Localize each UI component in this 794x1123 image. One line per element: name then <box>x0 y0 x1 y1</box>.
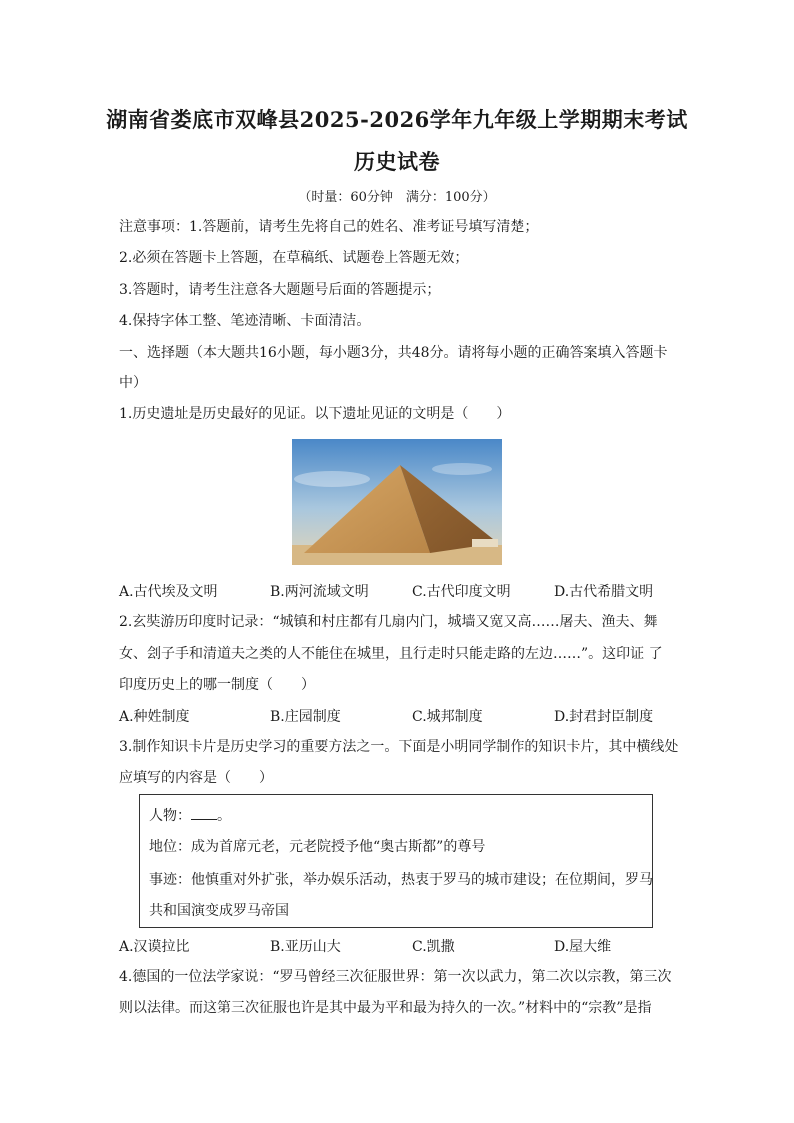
q2-option-d: D.封君封臣制度 <box>554 709 654 725</box>
knowledge-card <box>139 794 653 928</box>
section-heading-cont: 中） <box>119 375 147 391</box>
question-2-line-2: 女、刽子手和清道夫之类的人不能住在城里，且行走时只能走路的左边……”。这印证 了 <box>119 646 663 662</box>
card-person-label: 人物： <box>149 808 191 824</box>
exam-title: 湖南省娄底市双峰县2025-2026学年九年级上学期期末考试 <box>106 107 688 132</box>
note-2: 2.必须在答题卡上答题，在草稿纸、试题卷上答题无效； <box>119 250 469 266</box>
question-4-line-1: 4.德国的一位法学家说：“罗马曾经三次征服世界：第一次以武力，第二次以宗教，第三次 <box>119 969 672 985</box>
question-3-line-2: 应填写的内容是（ ） <box>119 770 273 786</box>
question-1-stem: 1.历史遗址是历史最好的见证。以下遗址见证的文明是（ ） <box>119 406 511 422</box>
note-4: 4.保持字体工整、笔迹清晰、卡面清洁。 <box>119 313 371 329</box>
q3-option-a: A.汉谟拉比 <box>119 939 190 955</box>
q3-option-b: B.亚历山大 <box>270 939 341 955</box>
question-2-line-3: 印度历史上的哪一制度（ ） <box>119 677 315 693</box>
q2-option-a: A.种姓制度 <box>119 709 190 725</box>
note-1: 注意事项：1.答题前，请考生先将自己的姓名、准考证号填写清楚； <box>119 219 539 235</box>
q2-option-b: B.庄园制度 <box>270 709 341 725</box>
q1-option-d: D.古代希腊文明 <box>554 584 654 600</box>
pyramid-photo <box>292 439 502 565</box>
question-4-line-2: 则以法律。而这第三次征服也许是其中最为平和最为持久的一次。”材料中的“宗教”是指 <box>119 1000 652 1016</box>
card-deeds-line-2: 共和国演变成罗马帝国 <box>149 903 289 919</box>
q3-option-d: D.屋大维 <box>554 939 612 955</box>
card-deeds-line-1: 事迹：他慎重对外扩张，举办娱乐活动，热衷于罗马的城市建设；在位期间，罗马 <box>149 872 653 888</box>
fill-in-blank <box>191 807 217 820</box>
note-3: 3.答题时，请考生注意各大题题号后面的答题提示； <box>119 282 441 298</box>
question-2-line-1: 2.玄奘游历印度时记录：“城镇和村庄都有几扇内门，城墙又宽又高……屠夫、渔夫、舞 <box>119 614 658 630</box>
q2-option-c: C.城邦制度 <box>412 709 483 725</box>
card-person <box>149 805 231 825</box>
q3-option-c: C.凯撒 <box>412 939 455 955</box>
exam-subtitle: 历史试卷 <box>354 149 440 174</box>
question-3-line-1: 3.制作知识卡片是历史学习的重要方法之一。下面是小明同学制作的知识卡片，其中横线处 <box>119 739 679 755</box>
exam-time-score: （时量：60分钟 满分：100分） <box>298 190 496 205</box>
q1-option-a: A.古代埃及文明 <box>119 584 218 600</box>
card-person-end: 。 <box>217 808 231 824</box>
card-position: 地位：成为首席元老，元老院授予他“奥古斯都”的尊号 <box>149 839 486 855</box>
q1-option-c: C.古代印度文明 <box>412 584 511 600</box>
q1-option-b: B.两河流域文明 <box>270 584 369 600</box>
section-heading: 一、选择题（本大题共16小题，每小题3分，共48分。请将每小题的正确答案填入答题卡 <box>119 345 668 361</box>
